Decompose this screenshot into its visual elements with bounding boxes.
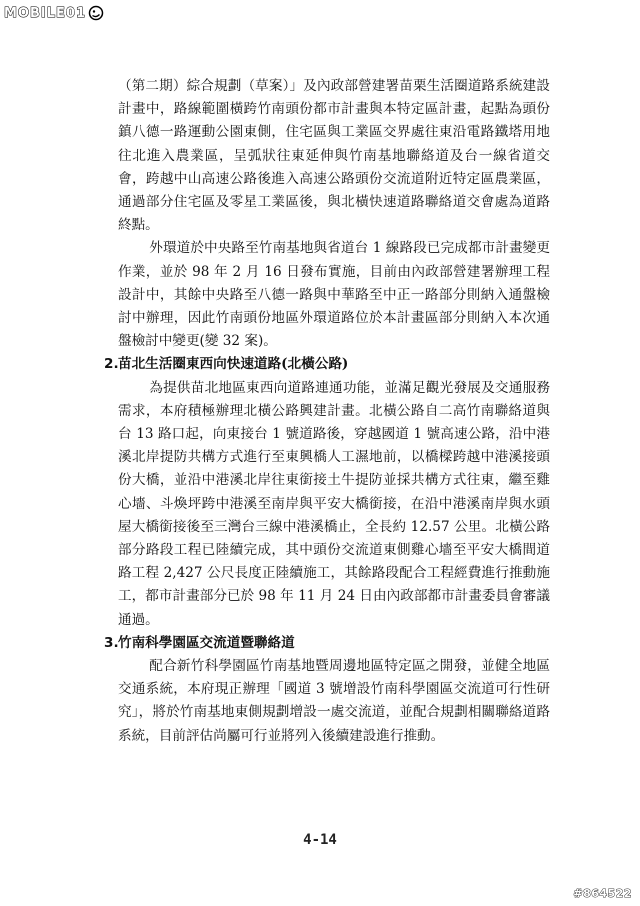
- section-title-text: 苗北生活圈東西向快速道路(北橫公路): [118, 356, 349, 373]
- section-heading-2: [104, 353, 550, 376]
- section-heading-3: [104, 632, 550, 655]
- section-number: 3.: [104, 634, 119, 651]
- intro-paragraph-2: 外環道於中央路至竹南基地與省道台 1 線路段已完成都市計畫變更作業，並於 98 年 2 月 16 日發布實施，目前由內政部營建署辦理工程設計中，其餘中央路至八德一路與中華路至中正一路部分則納入通盤檢討中辦理，因此竹南頭份地區外環道路位於本計畫區部分則納入本次通盤檢討中變更(變 32 案)。: [118, 240, 550, 350]
- section-number: 2.: [104, 356, 119, 373]
- page-number: 4-14: [303, 832, 337, 848]
- document-body: [104, 75, 550, 748]
- section-2-body: 為提供苗北地區東西向道路連通功能，並滿足觀光發展及交通服務需求，本府積極辦理北橫公路興建計畫。北橫公路自二高竹南聯絡道與台 13 路口起，向東接台 1 號道路後，穿越國道 1 號高速公路，沿中港溪北岸提防共構方式進行至東興橋人工濕地前，以橋樑跨越中港溪接頭份大橋，並沿中港溪北岸往東銜接土牛提防並採共構方式往東，繼至雞心墻、斗煥坪跨中港溪至南岸與平安大橋銜接，在沿中港溪南岸與水頭屋大橋銜接後至三灣台三線中港溪橋止，全長約 12.57 公里。北橫公路部分路段工程已陸續完成，其中頭份交流道東側雞心墻至平安大橋間道路工程 2,427 公尺長度正陸續施工，其餘路段配合工程經費進行推動施工，都市計畫部分已於 98 年 11 月 24 日由內政部都市計畫委員會審議通過。: [118, 379, 550, 628]
- mobile01-logo-mark-icon: [88, 5, 104, 21]
- section-title-text: 竹南科學園區交流道暨聯絡道: [118, 634, 295, 651]
- mobile01-logo: [4, 4, 104, 22]
- watermark-id: #864522: [573, 887, 632, 900]
- intro-paragraph-1: （第二期）綜合規劃（草案）」及內政部營建署苗栗生活圈道路系統建設計畫中，路線範圍橫跨竹南頭份都市計畫與本特定區計畫，起點為頭份鎮八德一路運動公園東側，住宅區與工業區交界處往東沿電路鐵塔用地往北進入農業區，呈弧狀往東延伸與竹南基地聯絡道及台一線省道交會，跨越中山高速公路後進入高速公路頭份交流道附近特定區農業區，通過部分住宅區及零星工業區後，與北橫快速道路聯絡道交會處為道路終點。: [118, 78, 550, 234]
- section-3-body: 配合新竹科學園區竹南基地暨周邊地區特定區之開發，並健全地區交通系統，本府現正辦理「國道 3 號增設竹南科學園區交流道可行性研究」，將於竹南基地東側規劃增設一處交流道，並配合規劃相關聯絡道路系統，目前評估尚屬可行並將列入後續建設進行推動。: [118, 658, 550, 744]
- logo-text: MOBILE01: [4, 5, 86, 21]
